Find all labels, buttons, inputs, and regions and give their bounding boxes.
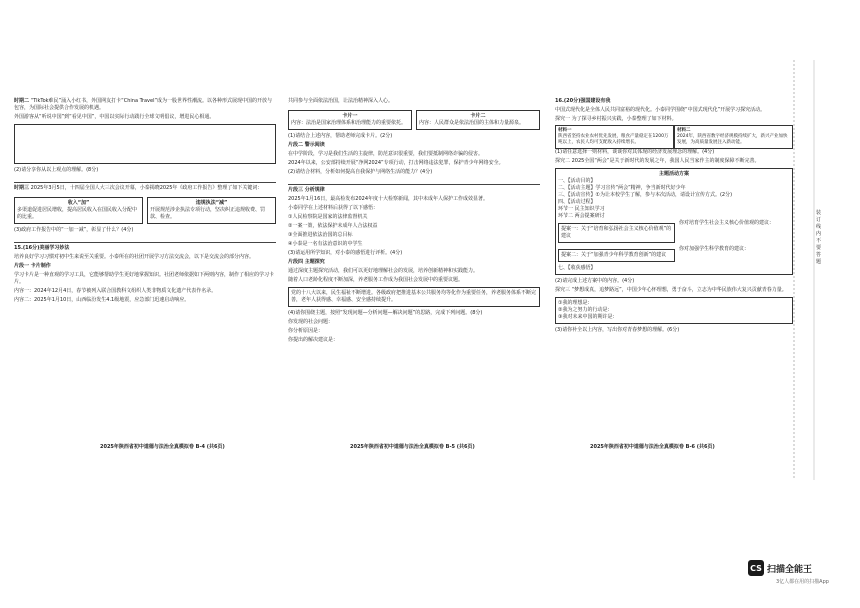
material-1-title: 材料一 bbox=[558, 128, 572, 133]
plan-box bbox=[555, 168, 793, 275]
material-2-title: 材料二 bbox=[677, 128, 691, 133]
material-1 bbox=[555, 125, 674, 149]
p2-q2: (2)请结合材料，分析如何提高自我保护与网络生活的能力？(4分) bbox=[288, 169, 433, 175]
s3-q: 小泰同学在上述材料后获得了以下感悟： bbox=[288, 205, 379, 211]
plan-4: 四、【活动过程】 bbox=[558, 199, 596, 205]
s15-sub: 片段一 卡片制作 bbox=[14, 263, 51, 269]
plan-7: 七、【收获感悟】 bbox=[558, 265, 596, 271]
quote-box bbox=[14, 124, 276, 164]
box-income bbox=[14, 197, 143, 224]
plan-2: 二、【活动主题】学习宣传“两会”精神，争当新时代好少年 bbox=[558, 185, 686, 191]
s15-sub-text: 学习卡片是一种直观的学习工具，它能够帮助学生更好地掌握知识。社团老师依据如下两则内容，制作了相应的学习卡片。 bbox=[14, 272, 275, 285]
footer-page-2: 2025年陕西省初中道德与法治全真模拟卷 B-5 (共6页) bbox=[350, 444, 475, 450]
p3-head: 16.(20分)强国建设有我 bbox=[555, 98, 611, 104]
p2-title: 时期三 bbox=[14, 185, 30, 191]
answer-line bbox=[14, 236, 276, 243]
material-2-text: 2024年，陕西省数字经济规模持续扩大，新兴产业加快发展，为高质量发展注入新动能。 bbox=[677, 134, 788, 145]
p2-q4a: 你发现的社会问题： bbox=[288, 319, 334, 325]
box-income-text: 多渠道促进居民增收，提高居民收入在国民收入分配中的比重。 bbox=[17, 207, 138, 220]
box-income-title: 收入“加” bbox=[67, 200, 90, 206]
material-table bbox=[555, 125, 793, 149]
proposal-1 bbox=[558, 220, 790, 246]
box-enforce bbox=[147, 197, 276, 224]
p2-q4c: 你提出的解决建议是： bbox=[288, 337, 339, 343]
line-1: ①我的理想是： bbox=[558, 300, 593, 306]
p2-text: 2025年3月5日，十四届全国人大三次会议开幕，小泰揭晓2025年《政府工作报告》整理了如下关键词： bbox=[30, 185, 263, 191]
line-3: ③我对未来中国的期许是： bbox=[558, 314, 618, 320]
card-2 bbox=[416, 110, 540, 130]
plan-3: 三、【活动宣传】①为让本校学生了解，参与本次活动，请设计宣传方式。(2分) bbox=[558, 192, 733, 198]
q3: (3)政府工作报告中的“一加一减”，彰显了什么？(4分) bbox=[14, 227, 134, 233]
plan-6: 环节二 两会提案研讨 bbox=[558, 213, 605, 219]
card-2-text: 内容：人民群众是依法治国的主体和力量源泉。 bbox=[419, 120, 525, 126]
s2-text: 在中学阶段，学习是我们生活的主旋律，防范意识很重要，我们要抵制网络诈骗的侵害。 bbox=[288, 151, 484, 157]
opt-2: ②一案一策，依法保护未成年人合法权益 bbox=[288, 223, 378, 229]
s15-c2: 内容二：2025年1月10日，山西临汾发生4.1级地震，应急部门迅速启动响应。 bbox=[14, 297, 190, 303]
s3-title: 片段三 分析规律 bbox=[288, 187, 325, 193]
binding-margin bbox=[792, 60, 832, 480]
opt-3: ③全面推进依法治国的总目标 bbox=[288, 232, 353, 238]
proposal-2-text: 提案二：关于“加强青少年科学教育创新”的建议 bbox=[558, 249, 675, 262]
p3-q1: (1)请任意选择一则材料，谈谈你对其体现的经济发展理念的理解。(4分) bbox=[555, 149, 715, 155]
answer-line bbox=[288, 178, 540, 185]
opt-1: ①人民检察院是国家的法律监督机关 bbox=[288, 214, 368, 220]
t1-title: 探究一 为了探寻乡村振兴实践，小泰整理了如下材料。 bbox=[555, 116, 677, 122]
footer-page-3: 2025年陕西省初中道德与法治全真模拟卷 B-6 (共6页) bbox=[590, 444, 715, 450]
p3-q3: (3)请你补全以上内容，写出你对青春梦想的理解。(6分) bbox=[555, 327, 680, 333]
plan-5: 环节一 民主知识学习 bbox=[558, 206, 605, 212]
p1-text: “TikTok难民”涌入小红书，外国网友打卡“China Travel”成为一股世界性潮流。以各种形式展现中国的开放与包容，为国际社会提供合作发展的机遇。 bbox=[14, 98, 273, 111]
p2-q1: (1)请结合上述内容，帮助老师完成卡片。(2分) bbox=[288, 133, 393, 139]
s4-title: 片段四 主题探究 bbox=[288, 259, 325, 265]
proposal-2-answer: 你对加强学生科学教育的建议： bbox=[679, 246, 750, 252]
opt-4: ④小泰是一名有法治意识的中学生 bbox=[288, 241, 363, 247]
s2-text2: 2024年以来，公安部持续开展“净网2024”专项行动，打击网络违法犯罪，保护青少年网络安全。 bbox=[288, 160, 504, 166]
dream-box bbox=[555, 297, 793, 324]
scanner-logo bbox=[748, 560, 812, 576]
t2-title: 探究二 2025全国“两会”是关于新时代的发展之年，我国人民当家作主的制度保障不断完善。 bbox=[555, 158, 760, 164]
keyword-boxes bbox=[14, 194, 276, 227]
proposal-2 bbox=[558, 246, 790, 265]
quote-box: 党的十八大以来，民生福祉不断增进。各级政府把推进基本公共服务均等化作为重要任务，养老服务体系不断完善，老年人获得感、幸福感、安全感持续提升。 bbox=[288, 287, 540, 307]
p3-q2: (2)请完成上述方案中的内容。(4分) bbox=[555, 278, 635, 284]
p2-q3: (3)请运用所学知识，对小泰的感悟进行评析。(4分) bbox=[288, 250, 403, 256]
p2-q4b: 你分析原因是： bbox=[288, 328, 324, 334]
card-2-title: 卡片二 bbox=[470, 113, 486, 119]
s2-title: 片段二 警示阅读 bbox=[288, 142, 325, 148]
proposal-1-text: 提案一：关于“培育和弘扬社会主义核心价值观”的建议 bbox=[558, 223, 675, 243]
cs-logo-icon: CS bbox=[748, 560, 764, 576]
binding-lines bbox=[792, 60, 832, 480]
footer-page-1: 2025年陕西省初中道德与法治全真模拟卷 B-4 (共6页) bbox=[100, 444, 225, 450]
plan-1: 一、【活动目的】 bbox=[558, 178, 596, 184]
plan-title: 主题活动方案 bbox=[658, 171, 689, 177]
box-enforce-title: 违规执法“减” bbox=[195, 200, 228, 206]
s3-text: 2025年1月16日，最高检发布2024年度十大检察新闻，其中未成年人保护工作成效显著。 bbox=[288, 196, 488, 202]
cards bbox=[288, 107, 540, 133]
s15-title: 15.(16分)美丽学习妙法 bbox=[14, 245, 70, 251]
page-2 bbox=[288, 98, 540, 438]
p1-answer-note: (2)请分享你从以上观点的理解。(8分) bbox=[14, 167, 99, 173]
p3-head-text: 中国式现代化是全体人民共同富裕的现代化。小泰同学围绕“中国式现代化”开展学习探究活动。 bbox=[555, 107, 766, 113]
scanner-subtitle: 3亿人都在用的扫描App bbox=[776, 579, 829, 585]
page-3 bbox=[555, 98, 793, 438]
box-enforce-text: 开展规范涉企执法专项行动，坚决纠正违规收费、罚款、检查。 bbox=[150, 207, 266, 220]
page-1 bbox=[14, 98, 276, 438]
card-1 bbox=[288, 110, 412, 130]
p2-head: 共同参与全面依法治国，让法治精神深入人心。 bbox=[288, 98, 394, 104]
p2-q4: (4)请你围绕主题，按照“发现问题—分析问题—解决问题”的思路，完成下列问题。(8分) bbox=[288, 310, 483, 316]
s15-text: 培养良好学习习惯对初中生来说至关重要。小泰所在的社团开展学习方法交流会，以下是交流会的部分内容。 bbox=[14, 254, 255, 260]
s15-c1: 内容一：2024年12月4日，春节被列入联合国教科文组织人类非物质文化遗产代表作名录。 bbox=[14, 288, 217, 294]
card-1-text: 内容：法治是国家治理体系和治理能力的重要依托。 bbox=[291, 120, 407, 126]
line-2: ②我为之努力的行动是： bbox=[558, 307, 613, 313]
s4-text: 通过深度主题探究活动，我们可以更好地理解社会的发展，培养创新精神和实践能力。 bbox=[288, 268, 479, 274]
p1-title: 时期二 bbox=[14, 98, 30, 104]
p1-text2: 外国游客从“听说中国”到“看见中国”，中国以实际行动践行全球文明倡议，增进民心相通。 bbox=[14, 114, 215, 120]
proposal-1-answer: 你对培育学生社会主义核心价值观的建议： bbox=[679, 220, 775, 226]
material-1-text: 陕西省坚持农业农村优先发展，粮食产量稳定在1200万吨以上，农民人均可支配收入持续增长。 bbox=[558, 134, 669, 145]
t3-title: 探究三 “梦想成真，追梦路远”，中国少年心怀理想，勇于奋斗，立志为中华民族伟大复兴贡献青春力量。 bbox=[555, 287, 787, 293]
scanner-name: 扫描全能王 bbox=[767, 564, 813, 575]
material-2 bbox=[674, 125, 793, 149]
s4-text2: 随着人口老龄化程度不断加深，养老服务工作成为我国社会发展中的重要议题。 bbox=[288, 277, 464, 283]
card-1-title: 卡片一 bbox=[342, 113, 358, 119]
binding-label: 装订线内不要答题 bbox=[816, 210, 822, 265]
answer-line bbox=[14, 176, 276, 183]
